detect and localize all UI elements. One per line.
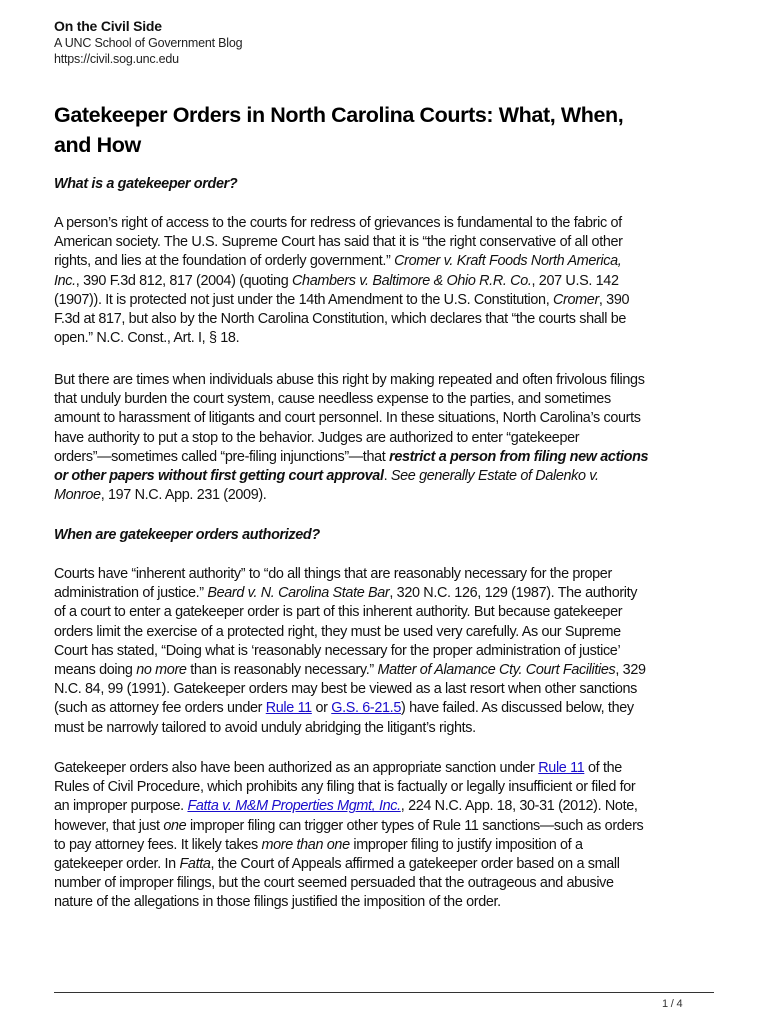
text-line — [54, 759, 744, 778]
text: number of improper filings, but the court seemed persuaded that the outrageous and abusive — [54, 875, 614, 892]
text-line — [54, 623, 744, 642]
rule-11-link[interactable]: Rule 11 — [265, 700, 312, 717]
text: to pay attorney fees. It likely takes — [54, 836, 262, 853]
text: orders”—sometimes called “pre-filing injunctions”—that — [54, 448, 390, 465]
gs-6-21-5-link[interactable]: G.S. 6-21.5 — [331, 700, 401, 717]
text: nature of the allegations in those filings justified the imposition of the order. — [54, 894, 501, 911]
text-line — [54, 390, 744, 409]
text: of a court to enter a gatekeeper order is part of this inherent authority. But because gatekeeper — [54, 604, 623, 621]
section-heading-when: When are gatekeeper orders authorized? — [54, 527, 320, 543]
text: , 207 U.S. 142 — [531, 272, 619, 289]
text: , 224 N.C. App. 18, 30-31 (2012). Note, — [400, 798, 638, 815]
text-line — [54, 310, 744, 329]
footer-divider — [54, 992, 714, 993]
text-line — [54, 699, 744, 718]
text: an improper purpose. — [54, 798, 188, 815]
text: have authority to put a stop to the behavior. Judges are authorized to enter “gatekeeper — [54, 429, 580, 446]
text: (1907)). It is protected not just under the 14th Amendment to the U.S. Constitution, — [54, 291, 554, 308]
emphasis-text: one — [163, 817, 187, 834]
text-line — [54, 486, 744, 505]
text: however, that just — [54, 817, 164, 834]
case-citation: Chambers v. Baltimore & Ohio R.R. Co. — [292, 272, 532, 289]
text-line — [54, 291, 744, 310]
article-title — [54, 100, 734, 160]
case-citation: Beard v. N. Carolina State Bar — [207, 585, 390, 602]
text: amount to harassment of litigants and court personnel. In these situations, North Carolina’s courts — [54, 410, 641, 427]
text: than is reasonably necessary.” — [186, 661, 378, 678]
paragraph-2 — [54, 371, 744, 505]
text: F.3d at 817, but also by the North Carolina Constitution, which declares that “the courts shall be — [54, 310, 627, 327]
text-line — [54, 719, 744, 738]
fatta-case-link[interactable]: Fatta v. M&M Properties Mgmt, Inc. — [187, 798, 401, 815]
text-line — [54, 817, 744, 836]
text-line — [54, 603, 744, 622]
text-line — [54, 893, 744, 912]
rule-11-link[interactable]: Rule 11 — [538, 760, 585, 776]
text: rights, and lies at the foundation of orderly government.” — [54, 253, 395, 270]
text: or — [311, 700, 332, 717]
paragraph-1 — [54, 214, 744, 348]
text: American society. The U.S. Supreme Court has said that it is “the right conservative of all other — [54, 234, 623, 251]
emphasis-text: or other papers without first getting court approval — [54, 467, 384, 484]
text-line — [54, 214, 744, 233]
text: N.C. 84, 99 (1991). Gatekeeper orders may best be viewed as a last resort when other sanctions — [54, 681, 638, 698]
text: , 197 N.C. App. 231 (2009). — [100, 487, 267, 504]
text: , the Court of Appeals affirmed a gatekeeper order based on a small — [210, 855, 620, 872]
text: orders limit the exercise of a protected right, they must be used very carefully. As our Supreme — [54, 623, 621, 640]
case-citation: Matter of Alamance Cty. Court Facilities — [377, 661, 616, 678]
section-heading-what: What is a gatekeeper order? — [54, 176, 238, 192]
text: improper filing can trigger other types of Rule 11 sanctions—such as orders — [186, 817, 644, 834]
case-citation: Fatta — [179, 855, 211, 872]
text-line — [54, 661, 744, 680]
text: Courts have “inherent authority” to “do all things that are reasonably necessary for the proper — [54, 566, 612, 582]
text-line — [54, 836, 744, 855]
text-line — [54, 233, 744, 252]
text: But there are times when individuals abuse this right by making repeated and often frivolous filings — [54, 372, 645, 388]
site-url: https://civil.sog.unc.edu — [54, 52, 179, 66]
text-line — [54, 467, 744, 486]
case-citation: Inc. — [54, 272, 76, 289]
text: , 329 — [615, 661, 646, 678]
emphasis-text: no more — [136, 661, 187, 678]
text-line — [54, 272, 744, 291]
text: gatekeeper order. In — [54, 855, 180, 872]
text: A person’s right of access to the courts for redress of grievances is fundamental to the fabric of — [54, 215, 622, 231]
text: means doing — [54, 661, 137, 678]
text-line — [54, 252, 744, 271]
text-line — [54, 874, 744, 893]
text: (such as attorney fee orders under — [54, 700, 266, 717]
text-line — [54, 329, 744, 348]
site-subtitle: A UNC School of Government Blog — [54, 36, 243, 50]
text-line — [54, 797, 744, 816]
text-line — [54, 409, 744, 428]
text: of the — [584, 760, 622, 776]
text-line — [54, 429, 744, 448]
text: Court has stated, “Doing what is ‘reasonably necessary for the proper administration of justice’ — [54, 642, 621, 659]
paragraph-3 — [54, 565, 744, 738]
text-line — [54, 565, 744, 584]
blog-header — [54, 17, 242, 67]
text: that unduly burden the court system, cause needless expense to the parties, and sometimes — [54, 391, 611, 408]
article-title-line: Gatekeeper Orders in North Carolina Courts: What, When, — [54, 103, 624, 127]
text-line — [54, 448, 744, 467]
text: open.” N.C. Const., Art. I, § 18. — [54, 330, 240, 347]
case-citation: Monroe — [54, 487, 101, 504]
case-citation: Cromer — [553, 291, 599, 308]
text-line — [54, 778, 744, 797]
text-line — [54, 642, 744, 661]
text: improper filing to justify imposition of a — [349, 836, 583, 853]
site-title: On the Civil Side — [54, 18, 162, 34]
page-indicator: 1 / 4 — [662, 998, 683, 1010]
text: must be narrowly tailored to avoid unduly abridging the litigant’s rights. — [54, 719, 476, 736]
text: , 390 — [598, 291, 630, 308]
text: ) have failed. As discussed below, they — [400, 700, 634, 717]
text: . — [383, 467, 391, 484]
emphasis-text: restrict a person from filing new actions — [389, 448, 649, 465]
text-line — [54, 855, 744, 874]
text-line — [54, 371, 744, 390]
text: , 390 F.3d 812, 817 (2004) (quoting — [75, 272, 293, 289]
text-line — [54, 584, 744, 603]
text: , 320 N.C. 126, 129 (1987). The authority — [389, 585, 638, 602]
case-citation: Cromer v. Kraft Foods North America, — [394, 253, 622, 270]
article-title-line: and How — [54, 133, 141, 157]
case-citation: See generally Estate of Dalenko v. — [390, 467, 599, 484]
emphasis-text: more than one — [261, 836, 350, 853]
text: Rules of Civil Procedure, which prohibits any filing that is factually or legally insufficient or filed for — [54, 779, 636, 796]
text-line — [54, 680, 744, 699]
text: administration of justice.” — [54, 585, 208, 602]
paragraph-4 — [54, 759, 744, 913]
text: Gatekeeper orders also have been authorized as an appropriate sanction under — [54, 760, 539, 776]
